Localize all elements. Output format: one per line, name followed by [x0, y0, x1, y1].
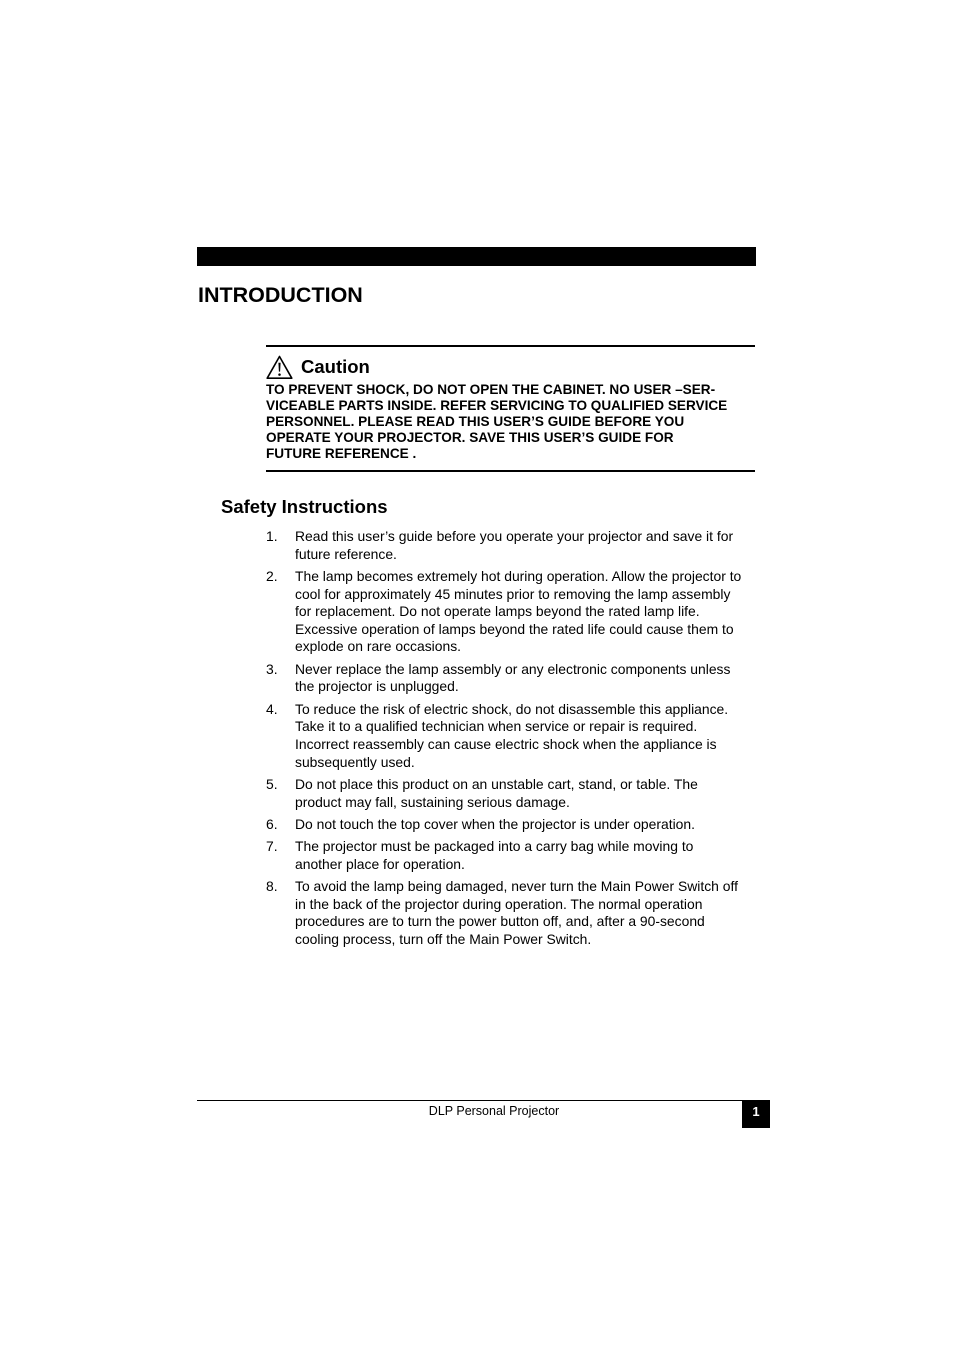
item-line: The lamp becomes extremely hot during operation. Allow the projector to: [295, 567, 742, 584]
item-number: 6.: [266, 815, 278, 832]
item-number: 5.: [266, 775, 278, 792]
item-line: Excessive operation of lamps beyond the rated life could cause them to: [295, 620, 734, 637]
warning-triangle-icon: [266, 355, 293, 380]
caution-box: [266, 345, 755, 472]
item-line: Do not touch the top cover when the projector is under operation.: [295, 815, 695, 832]
item-line: future reference.: [295, 545, 397, 562]
footer-rule: [197, 1100, 770, 1101]
caution-line: TO PREVENT SHOCK, DO NOT OPEN THE CABINET. NO USER –SER-: [266, 382, 716, 397]
item-line: To reduce the risk of electric shock, do not disassemble this appliance.: [295, 700, 729, 717]
item-line: cool for approximately 45 minutes prior to removing the lamp assembly: [295, 585, 731, 602]
item-number: 4.: [266, 700, 278, 717]
item-line: Never replace the lamp assembly or any electronic components unless: [295, 660, 731, 677]
footer-title: DLP Personal Projector: [428, 1104, 560, 1118]
item-line: Incorrect reassembly can cause electric shock when the appliance is: [295, 735, 717, 752]
item-number: 7.: [266, 838, 278, 855]
header-bar: [197, 247, 756, 266]
caution-line: FUTURE REFERENCE .: [266, 446, 417, 461]
item-line: the projector is unplugged.: [295, 678, 459, 695]
list-item: [266, 816, 758, 834]
list-item: [266, 528, 758, 563]
caution-line: PERSONNEL. PLEASE READ THIS USER’S GUIDE BEFORE YOU: [266, 414, 685, 429]
item-line: another place for operation.: [295, 855, 465, 872]
list-item: [266, 776, 758, 811]
list-item: [266, 701, 758, 771]
list-item: [266, 568, 758, 656]
list-item: [266, 661, 758, 696]
item-line: cooling process, turn off the Main Power Switch.: [295, 931, 592, 948]
list-item: [266, 878, 758, 948]
caution-line: VICEABLE PARTS INSIDE. REFER SERVICING TO QUALIFIED SERVICE: [266, 398, 728, 413]
item-line: Do not place this product on an unstable cart, stand, or table. The: [295, 775, 698, 792]
item-line: Take it to a qualified technician when service or repair is required.: [295, 718, 698, 735]
page-number: 1: [742, 1100, 770, 1128]
item-line: subsequently used.: [295, 753, 415, 770]
item-line: The projector must be packaged into a carry bag while moving to: [295, 838, 694, 855]
caution-line: OPERATE YOUR PROJECTOR. SAVE THIS USER’S GUIDE FOR: [266, 430, 674, 445]
item-number: 3.: [266, 660, 278, 677]
item-line: Read this user’s guide before you operate your projector and save it for: [295, 528, 734, 544]
item-line: for replacement. Do not operate lamps beyond the rated lamp life.: [295, 603, 700, 620]
caution-text: [266, 382, 758, 462]
caution-heading: Caution: [301, 356, 370, 377]
item-number: 8.: [266, 878, 278, 895]
item-line: in the back of the projector during operation. The normal operation: [295, 895, 703, 912]
section-title: Safety Instructions: [221, 496, 388, 517]
item-number: 2.: [266, 567, 278, 584]
list-item: [266, 838, 758, 873]
item-line: procedures are to turn the power button off, and, after a 90-second: [295, 913, 705, 930]
item-number: 1.: [266, 528, 278, 544]
item-line: explode on rare occasions.: [295, 638, 462, 655]
item-line: product may fall, sustaining serious damage.: [295, 793, 570, 810]
item-line: To avoid the lamp being damaged, never turn the Main Power Switch off: [295, 878, 738, 895]
safety-instructions-list: [266, 528, 758, 953]
page-title: INTRODUCTION: [198, 283, 363, 307]
caution-heading-row: [266, 354, 370, 380]
